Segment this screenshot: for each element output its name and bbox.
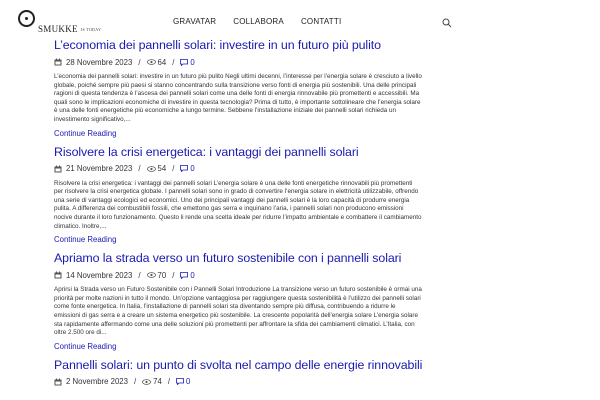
post-title[interactable]: L’economia dei pannelli solari: investire in un futuro più pulito: [54, 38, 381, 52]
meta-separator: /: [167, 377, 171, 387]
continue-reading-link[interactable]: Continue Reading: [54, 235, 117, 245]
post-excerpt: Aprirsi la Strada verso un Futuro Sostenibile con i Pannelli Solari Introduzione La transizione verso un futuro sostenibile è ormai una priorità per molte nazioni in tutto il mondo. Un’opzione vantaggiosa per raggiungere questa sostenibilità è l’utilizzo dei pannelli solari come fonte energetica. In Italia, l’installazione di pannelli solari sta diventando sempre più diffusa, contribuendo a ridurre le emissioni di gas serra e a creare un sistema energetico più sostenibile. La crescente popolarità dell’energia solare L’energia solare sta rapidamente affermando come una delle soluzioni più promettenti per affrontare la sfida dei cambiamenti climatici. L’Italia, con oltre 2.500 ore di...: [54, 286, 422, 337]
post-title[interactable]: Risolvere la crisi energetica: i vantaggi dei pannelli solari: [54, 144, 359, 159]
main-nav: [173, 17, 358, 26]
post-title[interactable]: Apriamo la strada verso un futuro sostenibile con i pannelli solari: [54, 251, 402, 266]
post-meta: [54, 55, 424, 69]
post-list: [54, 38, 424, 393]
continue-reading-link[interactable]: Continue Reading: [54, 341, 117, 351]
comment-icon[interactable]: [180, 272, 188, 279]
post-comments[interactable]: 0: [190, 270, 195, 280]
post-item: [54, 358, 424, 389]
post-date: 2 Novembre 2023: [66, 377, 128, 387]
post-excerpt: L’economia dei pannelli solari: investire in un futuro più pulito Negli ultimi decenni, l’interesse per l’energia solare è cresciuto a livello globale, poiché sempre più paesi si stanno concentrando sulla transizione verso fonti di energia più sostenibili. Una delle principali ragioni di questa tendenza è l’ascesa dei pannelli solari come una delle fonti di energia rinnovabile più promettenti e accessibili. Ma quali sono le implicazioni economiche di investire in questa tecnologia? Prima di tutto, è importante sottolineare che l’energia solare è una delle fonti energetiche più economiche a lungo termine. Sebbene l’installazione iniziale dei pannelli solari richieda un investimento significativo,...: [54, 73, 422, 123]
post-date: 21 Novembre 2023: [66, 164, 133, 174]
meta-separator: /: [138, 57, 141, 67]
post-views: 70: [157, 270, 167, 280]
logo-text: [38, 24, 101, 34]
eye-icon: [147, 272, 156, 278]
post-comments[interactable]: 0: [190, 164, 195, 174]
eye-icon: [147, 59, 156, 65]
calendar-icon: [54, 271, 62, 279]
search-icon[interactable]: [442, 15, 452, 25]
meta-separator: /: [172, 270, 175, 280]
logo-subtitle: IS TODAY: [80, 27, 102, 33]
logo-title: SMUKKE: [38, 24, 78, 34]
comment-icon[interactable]: [176, 378, 184, 385]
post-item: [54, 251, 424, 351]
post-views: 74: [153, 377, 162, 387]
post-title[interactable]: Pannelli solari: un punto di svolta nel campo delle energie rinnovabili: [54, 357, 423, 372]
comment-icon[interactable]: [180, 59, 188, 66]
site-header: [0, 0, 600, 42]
site-logo[interactable]: [18, 10, 102, 34]
continue-reading-link[interactable]: Continue Reading: [54, 128, 117, 138]
post-meta: [54, 375, 424, 389]
meta-separator: /: [138, 164, 141, 174]
meta-separator: /: [133, 377, 137, 387]
post-views: 64: [157, 57, 167, 67]
post-item: [54, 38, 424, 138]
post-comments[interactable]: 0: [186, 377, 191, 387]
calendar-icon: [54, 58, 62, 66]
eye-icon: [147, 166, 156, 172]
post-excerpt: Risolvere la crisi energetica: i vantaggi dei pannelli solari L’energia solare è una delle fonti energetiche rinnovabili più promettenti per risolvere la crisi energetica globale. I pannelli solari sono in grado di convertire l’energia solare in elettricità utilizzabile, offrendo una serie di vantaggi ecologici ed economici. Uno dei principali vantaggi dei pannelli solari è la loro capacità di produrre energia pulita. A differenza dei combustibili fossili, che emettono gas serra e inquinano l’aria, i pannelli solari non producono emissioni nocive durante il loro funzionamento. Questo li rende una scelta ideale per ridurre l’impatto ambientale e combattere il cambiamento climatico. Inoltre,...: [54, 179, 422, 230]
comment-icon[interactable]: [180, 165, 188, 172]
nav-gravatar[interactable]: GRAVATAR: [173, 17, 217, 26]
meta-separator: /: [138, 270, 141, 280]
post-item: [54, 145, 424, 245]
post-comments[interactable]: 0: [190, 57, 195, 67]
post-date: 14 Novembre 2023: [66, 270, 133, 280]
meta-separator: /: [172, 164, 175, 174]
post-meta: [54, 268, 424, 282]
logo-circle-icon: [18, 10, 35, 27]
nav-collabora[interactable]: COLLABORA: [233, 17, 284, 26]
post-meta: [54, 162, 424, 176]
meta-separator: /: [172, 57, 175, 67]
post-date: 28 Novembre 2023: [66, 57, 133, 67]
eye-icon: [142, 379, 151, 385]
calendar-icon: [54, 378, 62, 386]
calendar-icon: [54, 165, 62, 173]
post-views: 54: [157, 164, 167, 174]
nav-contatti[interactable]: CONTATTI: [300, 17, 342, 26]
